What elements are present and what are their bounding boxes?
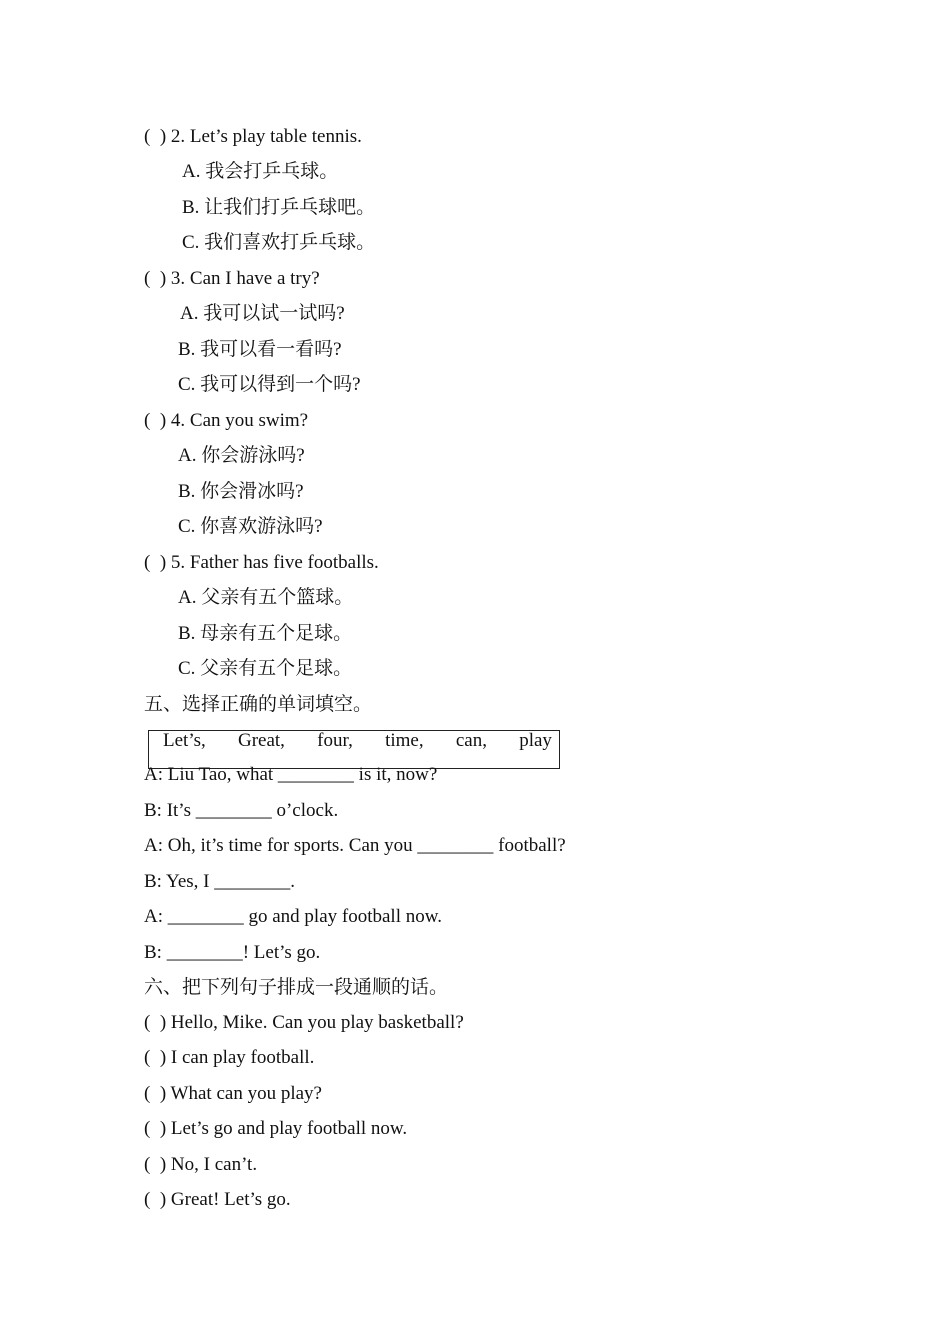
question-2-option-c: C. 我们喜欢打乒乓球。 bbox=[182, 232, 376, 253]
ordering-sentence-6: ( ) Great! Let’s go. bbox=[144, 1189, 291, 1210]
dialogue-line-6: B: ________! Let’s go. bbox=[144, 942, 321, 963]
dialogue-line-5: A: ________ go and play football now. bbox=[144, 906, 442, 927]
question-5-stem: ( ) 5. Father has five footballs. bbox=[144, 552, 379, 573]
dialogue-line-2: B: It’s ________ o’clock. bbox=[144, 800, 339, 821]
question-4-stem: ( ) 4. Can you swim? bbox=[144, 410, 309, 431]
dialogue-line-4: B: Yes, I ________. bbox=[144, 871, 295, 892]
question-2-stem: ( ) 2. Let’s play table tennis. bbox=[144, 126, 362, 147]
word-bank-text: Let’s, Great, four, time, can, play bbox=[163, 730, 552, 751]
question-2-option-b: B. 让我们打乒乓球吧。 bbox=[182, 197, 376, 218]
dialogue-line-3: A: Oh, it’s time for sports. Can you ________ football? bbox=[144, 835, 566, 856]
ordering-sentence-1: ( ) Hello, Mike. Can you play basketball? bbox=[144, 1012, 464, 1033]
question-3-option-a: A. 我可以试一试吗? bbox=[180, 303, 345, 324]
ordering-sentence-4: ( ) Let’s go and play football now. bbox=[144, 1118, 408, 1139]
section-6-title: 六、把下列句子排成一段通顺的话。 bbox=[144, 977, 449, 998]
question-4-option-c: C. 你喜欢游泳吗? bbox=[178, 516, 323, 537]
dialogue-line-1: A: Liu Tao, what ________ is it, now? bbox=[144, 764, 438, 785]
ordering-sentence-2: ( ) I can play football. bbox=[144, 1047, 315, 1068]
question-4-option-a: A. 你会游泳吗? bbox=[178, 445, 305, 466]
question-5-option-c: C. 父亲有五个足球。 bbox=[178, 658, 353, 679]
question-3-option-c: C. 我可以得到一个吗? bbox=[178, 374, 361, 395]
ordering-sentence-5: ( ) No, I can’t. bbox=[144, 1154, 258, 1175]
question-5-option-a: A. 父亲有五个篮球。 bbox=[178, 587, 354, 608]
question-3-option-b: B. 我可以看一看吗? bbox=[178, 339, 342, 360]
section-5-title: 五、选择正确的单词填空。 bbox=[144, 694, 373, 715]
question-4-option-b: B. 你会滑冰吗? bbox=[178, 481, 304, 502]
question-3-stem: ( ) 3. Can I have a try? bbox=[144, 268, 320, 289]
question-2-option-a: A. 我会打乒乓球。 bbox=[182, 161, 339, 182]
question-5-option-b: B. 母亲有五个足球。 bbox=[178, 623, 353, 644]
ordering-sentence-3: ( ) What can you play? bbox=[144, 1083, 322, 1104]
